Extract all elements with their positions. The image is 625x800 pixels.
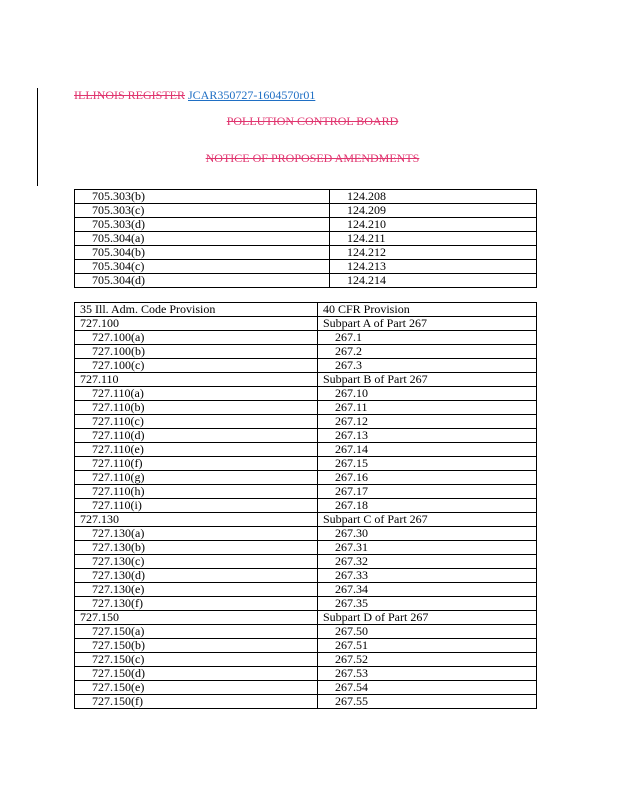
table-row xyxy=(75,639,537,653)
illinois-provision-cell: 705.304(b) xyxy=(75,246,330,260)
register-id-inserted: JCAR350727-1604570r01 xyxy=(188,88,316,102)
illinois-provision-cell: 727.110(g) xyxy=(75,471,318,485)
cfr-provision-cell: Subpart C of Part 267 xyxy=(318,513,537,527)
cfr-provision-cell: 267.13 xyxy=(318,429,537,443)
illinois-provision-cell: 727.110(e) xyxy=(75,443,318,457)
register-header xyxy=(74,88,315,103)
table-row xyxy=(75,569,537,583)
illinois-provision-cell: 705.304(c) xyxy=(75,260,330,274)
table-row xyxy=(75,345,537,359)
illinois-provision-cell: 727.110(i) xyxy=(75,499,318,513)
cfr-provision-cell: 267.10 xyxy=(318,387,537,401)
illinois-provision-cell: 727.110(b) xyxy=(75,401,318,415)
cfr-provision-cell: 267.14 xyxy=(318,443,537,457)
table-row xyxy=(75,331,537,345)
illinois-provision-cell: 727.110(f) xyxy=(75,457,318,471)
illinois-provision-cell: 727.100(a) xyxy=(75,331,318,345)
cfr-provision-cell: 267.34 xyxy=(318,583,537,597)
table-row xyxy=(75,387,537,401)
cfr-provision-cell: Subpart B of Part 267 xyxy=(318,373,537,387)
table-row xyxy=(75,541,537,555)
table-row xyxy=(75,611,537,625)
table-row xyxy=(75,443,537,457)
cfr-provision-cell: 267.30 xyxy=(318,527,537,541)
table-row xyxy=(75,695,537,709)
table-row xyxy=(75,429,537,443)
cfr-provision-cell: 267.11 xyxy=(318,401,537,415)
cfr-provision-cell: 267.18 xyxy=(318,499,537,513)
table-row xyxy=(75,667,537,681)
table-row xyxy=(75,415,537,429)
cfr-provision-cell: 267.3 xyxy=(318,359,537,373)
cfr-provision-cell: 124.213 xyxy=(330,260,537,274)
table-row xyxy=(75,260,537,274)
illinois-provision-cell: 727.110(h) xyxy=(75,485,318,499)
table-header-row xyxy=(75,303,537,317)
illinois-provision-cell: 727.130(e) xyxy=(75,583,318,597)
cfr-provision-cell: 267.35 xyxy=(318,597,537,611)
illinois-provision-cell: 705.304(a) xyxy=(75,232,330,246)
cfr-provision-cell: 267.15 xyxy=(318,457,537,471)
illinois-provision-cell: 727.130(c) xyxy=(75,555,318,569)
cfr-provision-cell: 267.17 xyxy=(318,485,537,499)
provision-table-continued xyxy=(74,189,537,288)
illinois-provision-cell: 705.303(d) xyxy=(75,218,330,232)
cfr-provision-cell: 267.55 xyxy=(318,695,537,709)
table-row xyxy=(75,373,537,387)
illinois-provision-cell: 727.100(b) xyxy=(75,345,318,359)
cfr-provision-cell: 267.2 xyxy=(318,345,537,359)
cfr-provision-cell: 267.1 xyxy=(318,331,537,345)
cfr-provision-cell: 267.54 xyxy=(318,681,537,695)
cfr-provision-cell: 267.51 xyxy=(318,639,537,653)
illinois-provision-cell: 705.303(b) xyxy=(75,190,330,204)
illinois-provision-cell: 727.150(a) xyxy=(75,625,318,639)
register-title-struck: ILLINOIS REGISTER xyxy=(74,88,185,102)
cfr-provision-cell: Subpart D of Part 267 xyxy=(318,611,537,625)
illinois-provision-cell: 727.150(d) xyxy=(75,667,318,681)
table-row xyxy=(75,218,537,232)
cfr-provision-cell: 267.32 xyxy=(318,555,537,569)
table-row xyxy=(75,485,537,499)
cfr-provision-cell: 124.209 xyxy=(330,204,537,218)
table-row xyxy=(75,555,537,569)
illinois-provision-cell: 727.100(c) xyxy=(75,359,318,373)
illinois-provision-cell: 727.130(f) xyxy=(75,597,318,611)
table-row xyxy=(75,527,537,541)
illinois-provision-cell: 727.130 xyxy=(75,513,318,527)
illinois-provision-cell: 705.304(d) xyxy=(75,274,330,288)
table-row xyxy=(75,274,537,288)
revision-change-bar xyxy=(37,88,38,186)
table-row xyxy=(75,625,537,639)
illinois-provision-cell: 727.150(c) xyxy=(75,653,318,667)
table-row xyxy=(75,471,537,485)
cfr-provision-cell: Subpart A of Part 267 xyxy=(318,317,537,331)
table-row xyxy=(75,359,537,373)
table-row xyxy=(75,653,537,667)
illinois-provision-cell: 727.150(e) xyxy=(75,681,318,695)
cfr-provision-cell: 267.12 xyxy=(318,415,537,429)
column-header-cfr: 40 CFR Provision xyxy=(318,303,537,317)
table-row xyxy=(75,513,537,527)
table-row xyxy=(75,204,537,218)
cfr-provision-cell: 267.50 xyxy=(318,625,537,639)
notice-title: NOTICE OF PROPOSED AMENDMENTS xyxy=(205,151,420,165)
cfr-provision-cell: 267.31 xyxy=(318,541,537,555)
illinois-provision-cell: 727.130(b) xyxy=(75,541,318,555)
table-row xyxy=(75,499,537,513)
board-title: POLLUTION CONTROL BOARD xyxy=(226,114,399,128)
column-header-illinois: 35 Ill. Adm. Code Provision xyxy=(75,303,318,317)
illinois-provision-cell: 727.150(b) xyxy=(75,639,318,653)
cfr-provision-cell: 124.208 xyxy=(330,190,537,204)
illinois-provision-cell: 705.303(c) xyxy=(75,204,330,218)
table-row xyxy=(75,681,537,695)
provision-correlation-table xyxy=(74,302,537,709)
illinois-provision-cell: 727.150 xyxy=(75,611,318,625)
table-row xyxy=(75,246,537,260)
table-row xyxy=(75,583,537,597)
cfr-provision-cell: 267.52 xyxy=(318,653,537,667)
cfr-provision-cell: 267.53 xyxy=(318,667,537,681)
cfr-provision-cell: 124.210 xyxy=(330,218,537,232)
illinois-provision-cell: 727.110(a) xyxy=(75,387,318,401)
cfr-provision-cell: 124.212 xyxy=(330,246,537,260)
cfr-provision-cell: 124.214 xyxy=(330,274,537,288)
illinois-provision-cell: 727.130(d) xyxy=(75,569,318,583)
table-row xyxy=(75,597,537,611)
illinois-provision-cell: 727.130(a) xyxy=(75,527,318,541)
cfr-provision-cell: 267.16 xyxy=(318,471,537,485)
cfr-provision-cell: 267.33 xyxy=(318,569,537,583)
table-row xyxy=(75,401,537,415)
illinois-provision-cell: 727.110 xyxy=(75,373,318,387)
illinois-provision-cell: 727.100 xyxy=(75,317,318,331)
table-row xyxy=(75,317,537,331)
illinois-provision-cell: 727.150(f) xyxy=(75,695,318,709)
table-row xyxy=(75,190,537,204)
table-row xyxy=(75,232,537,246)
illinois-provision-cell: 727.110(c) xyxy=(75,415,318,429)
illinois-provision-cell: 727.110(d) xyxy=(75,429,318,443)
table-row xyxy=(75,457,537,471)
cfr-provision-cell: 124.211 xyxy=(330,232,537,246)
